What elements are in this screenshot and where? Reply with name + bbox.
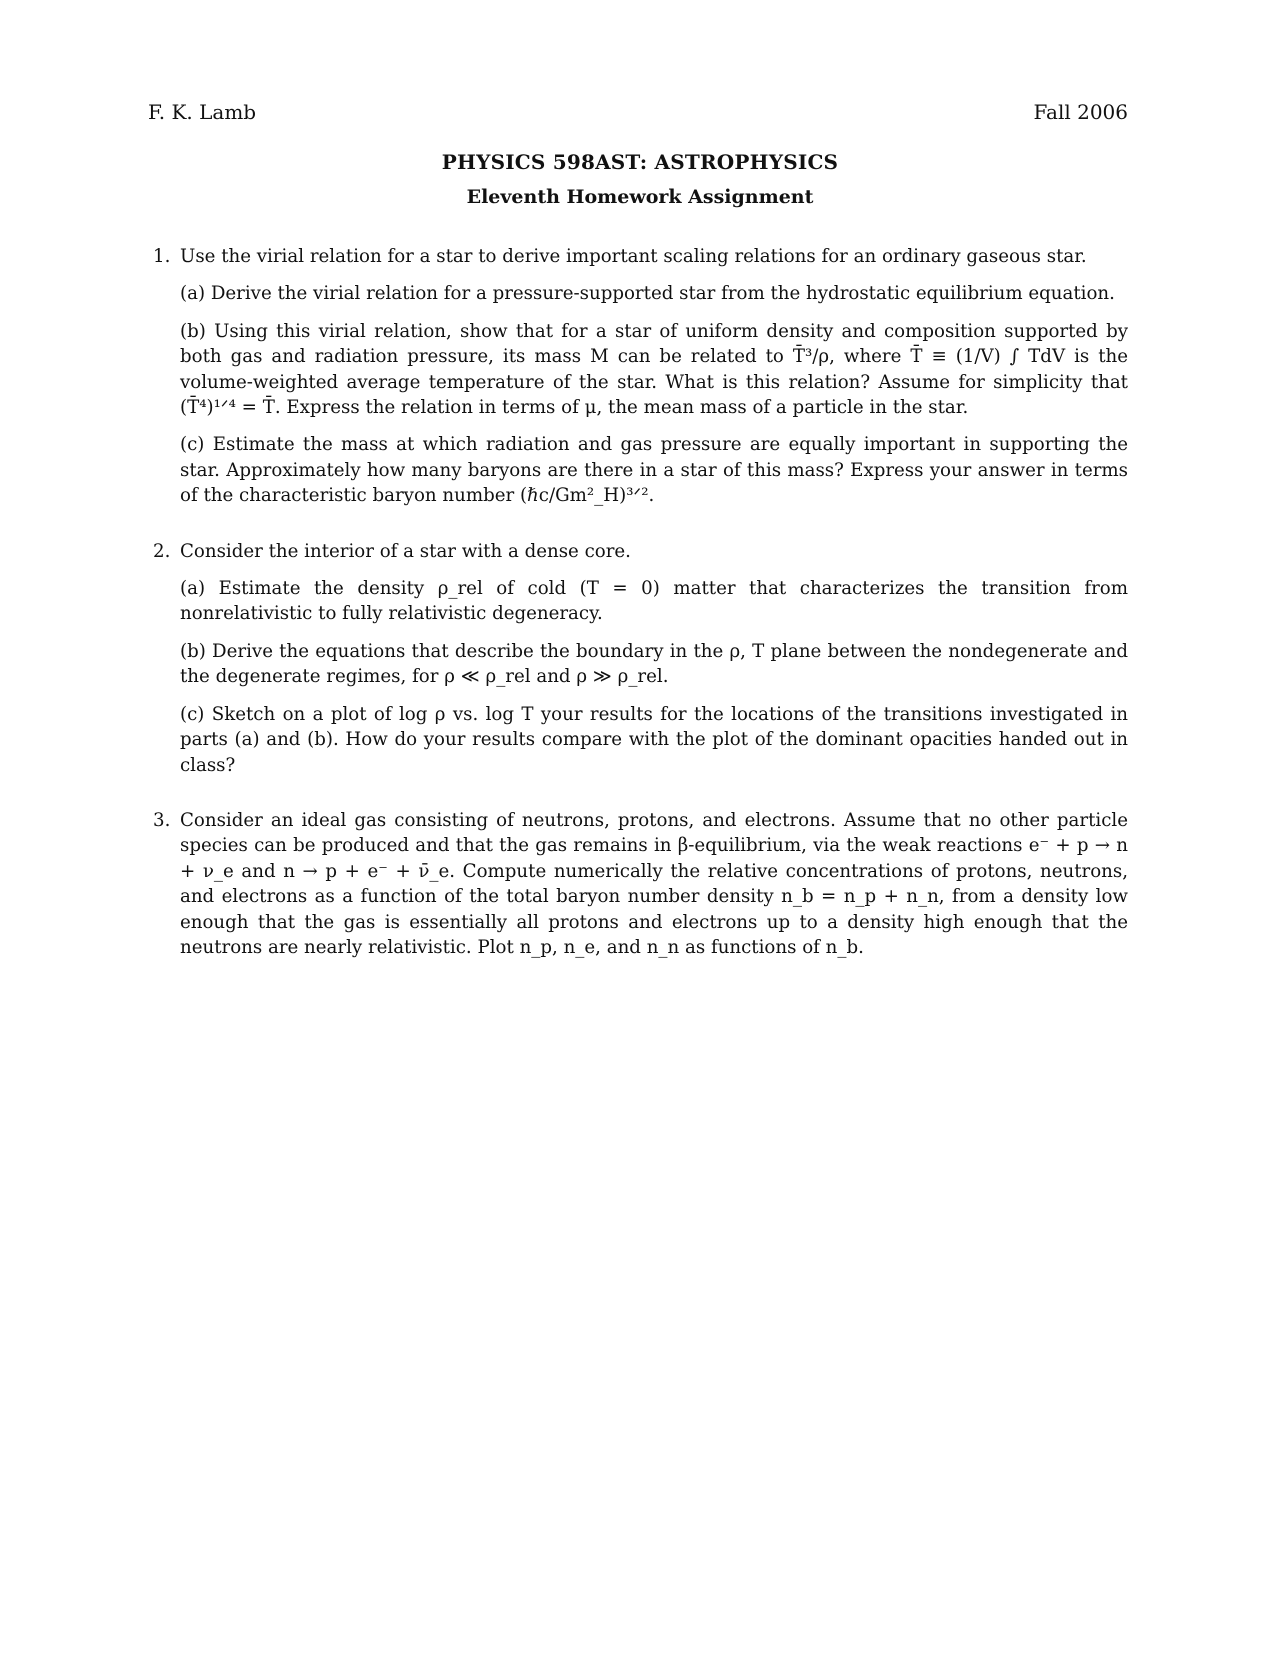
problem-text: Consider an ideal gas consisting of neutrons, protons, and electrons. Assume that no other particle species can be produced and that the gas remains in β-equilibrium, via the weak reactions e⁻ + p → n + ν_e and n → p + e⁻ + ν̄_e. Compute numerically the relative concentrations of protons, neutrons, and electrons as a function of the total baryon number density n_b = n_p + n_n, from a density low enough that the gas is essentially all protons and electrons up to a density high enough that the neutrons are nearly relativistic. Plot n_p, n_e, and n_n as functions of n_b.: [180, 809, 1128, 958]
problem-number: 1.: [153, 246, 171, 267]
problem-part-c: (c) Estimate the mass at which radiation and gas pressure are equally important in supporting the star. Approximately how many baryons are there in a star of this mass? Express your answer in terms of the characteristic baryon number (ℏc/Gm²_H)³ᐟ².: [180, 434, 1128, 507]
title-block: [0, 150, 1280, 208]
problem-part-a: (a) Derive the virial relation for a pressure-supported star from the hydrostatic equilibrium equation.: [180, 283, 1115, 305]
problem-part-a: (a) Estimate the density ρ_rel of cold (T = 0) matter that characterizes the transition from nonrelativistic to fully relativistic degeneracy.: [180, 578, 1128, 625]
problem-number: 2.: [153, 540, 171, 562]
problem-list: [148, 244, 1128, 990]
course-title: PHYSICS 598AST: ASTROPHYSICS: [441, 150, 839, 174]
assignment-title: Eleventh Homework Assignment: [466, 186, 814, 208]
problem-part-b: (b) Using this virial relation, show that for a star of uniform density and composition supported by both gas and radiation pressure, its mass M can be related to T̄³/ρ, where T̄ ≡ (1/V) ∫ TdV is the volume-weighted average temperature of the star. What is this relation? Assume for simplicity that (T̄⁴)¹ᐟ⁴ = T̄. Express the relation in terms of μ, the mean mass of a particle in the star.: [180, 320, 1128, 419]
problem-part-c: (c) Sketch on a plot of log ρ vs. log T your results for the locations of the transitions investigated in parts (a) and (b). How do your results compare with the plot of the dominant opacities handed out in class?: [180, 703, 1128, 776]
term-label: Fall 2006: [1033, 100, 1128, 124]
problem-3: [148, 808, 1128, 960]
problem-part-b: (b) Derive the equations that describe the boundary in the ρ, T plane between the nondegenerate and the degenerate regimes, for ρ ≪ ρ_rel and ρ ≫ ρ_rel.: [180, 640, 1128, 688]
problem-number: 3.: [153, 809, 171, 831]
problem-2: [148, 539, 1128, 778]
problem-intro: Consider the interior of a star with a dense core.: [180, 540, 631, 562]
problem-1: [148, 244, 1128, 509]
author-name: F. K. Lamb: [148, 100, 257, 124]
problem-intro: Use the virial relation for a star to derive important scaling relations for an ordinary gaseous star.: [180, 246, 1087, 267]
